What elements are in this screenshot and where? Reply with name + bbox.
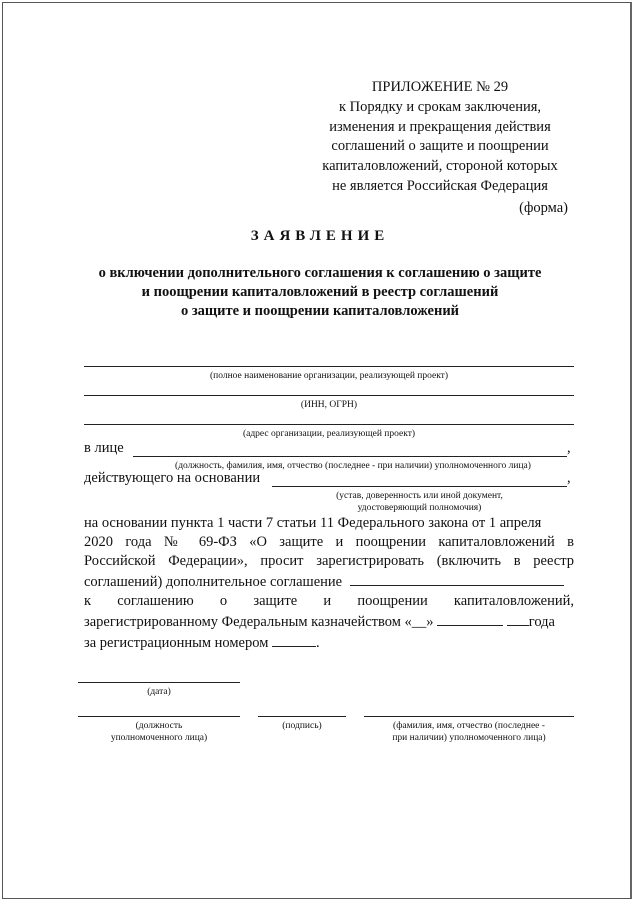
person-caption: (должность, фамилия, имя, отчество (последнее - при наличии) уполномоченного лица) <box>175 461 531 471</box>
word-2: соглашению <box>117 593 194 609</box>
registration-month-field[interactable] <box>437 611 503 626</box>
word-3: о <box>219 593 228 609</box>
position-caption <box>78 720 240 744</box>
basis-caption <box>272 490 567 514</box>
signature-field[interactable] <box>258 716 346 717</box>
registration-number-field[interactable] <box>272 632 316 647</box>
form-label: (форма) <box>519 200 568 216</box>
full-name-field[interactable] <box>364 716 574 717</box>
statement-line-7-text: за регистрационным номером <box>84 635 269 651</box>
annex-line-3: изменения и прекращения действия <box>329 118 551 135</box>
position-caption-line-1: (должность <box>135 721 183 731</box>
person-label: в лице <box>84 440 124 456</box>
document-subject <box>60 264 580 321</box>
subject-line-3: о защите и поощрении капиталовложений <box>180 303 460 319</box>
position-caption-line-2: уполномоченного лица) <box>110 733 208 743</box>
statement-line-7 <box>84 632 574 653</box>
annex-line-5: капиталовложений, стороной которых <box>322 158 558 175</box>
person-field[interactable] <box>133 456 567 457</box>
org-name-caption: (полное наименование организации, реализующей проект) <box>209 371 448 381</box>
basis-comma: , <box>567 470 571 486</box>
statement-paragraph <box>84 514 574 653</box>
statement-line-4 <box>84 571 574 592</box>
period: . <box>316 635 320 651</box>
annex-header <box>300 78 580 197</box>
subject-line-1: о включении дополнительного соглашения к соглашению о защите <box>98 265 542 281</box>
position-field[interactable] <box>78 716 240 717</box>
statement-line-5 <box>84 592 574 611</box>
statement-line-2: 2020 года № 69-ФЗ «О защите и поощрении капиталовложений в <box>84 534 574 550</box>
statement-line-4-text: соглашений) дополнительное соглашение <box>84 574 343 590</box>
subject-line-2: и поощрении капиталовложений в реестр соглашений <box>141 284 499 300</box>
org-name-field[interactable] <box>84 366 574 367</box>
document-title: ЗАЯВЛЕНИЕ <box>250 228 390 244</box>
basis-field[interactable] <box>272 486 567 487</box>
date-caption: (дата) <box>147 687 171 697</box>
registration-year-field[interactable] <box>507 611 529 626</box>
signature-caption: (подпись) <box>282 721 322 731</box>
full-name-caption-line-2: при наличии) уполномоченного лица) <box>392 733 546 743</box>
full-name-caption <box>364 720 574 744</box>
additional-agreement-field[interactable] <box>350 571 564 586</box>
word-1: к <box>84 593 92 609</box>
statement-line-6-text: зарегистрированному Федеральным казначейством «__» <box>84 614 434 630</box>
inn-ogrn-field[interactable] <box>84 395 574 396</box>
annex-line-2: к Порядку и срокам заключения, <box>338 98 542 115</box>
annex-line-6: не является Российская Федерация <box>332 177 548 194</box>
annex-number: ПРИЛОЖЕНИЕ № 29 <box>371 79 509 95</box>
basis-caption-line-2: удостоверяющий полномочия) <box>357 503 482 513</box>
statement-line-1 <box>84 514 574 533</box>
inn-ogrn-caption: (ИНН, ОГРН) <box>300 400 358 410</box>
year-word: года <box>528 614 555 630</box>
person-comma: , <box>567 440 571 456</box>
statement-line-1-text: на основании пункта 1 части 7 статьи 11 Федерального закона от 1 апреля <box>84 515 542 531</box>
full-name-caption-line-1: (фамилия, имя, отчество (последнее - <box>393 721 545 731</box>
word-7: капиталовложений, <box>453 593 574 609</box>
date-field[interactable] <box>78 682 240 683</box>
word-5: и <box>323 593 332 609</box>
address-field[interactable] <box>84 424 574 425</box>
annex-line-4: соглашений о защите и поощрении <box>331 138 549 155</box>
statement-line-6 <box>84 611 574 632</box>
basis-label: действующего на основании <box>84 470 261 486</box>
statement-line-3: Российской Федерации», просит зарегистрировать (включить в реестр <box>84 553 574 569</box>
word-6: поощрении <box>357 593 428 609</box>
basis-caption-line-1: (устав, доверенность или иной документ, <box>336 491 503 501</box>
address-caption: (адрес организации, реализующей проект) <box>242 429 416 439</box>
word-4: защите <box>253 593 298 609</box>
